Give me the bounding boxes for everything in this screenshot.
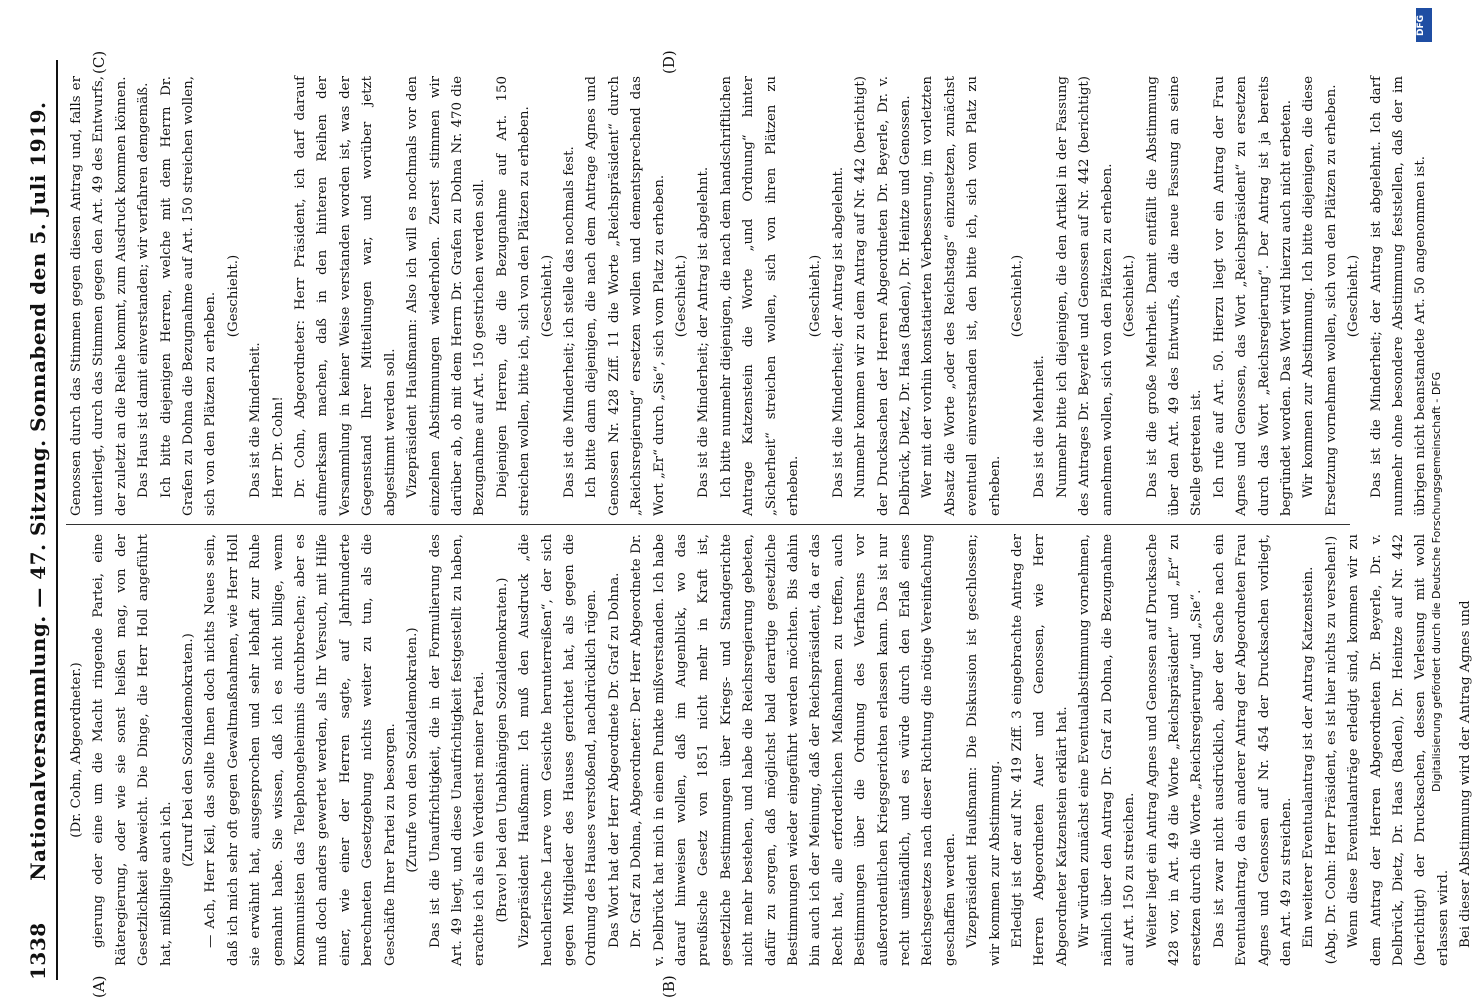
paragraph: Ich rufe auf Art. 50. Hierzu liegt vor ein Antrag der Frau Agnes und Genossen, das Wort „Reichspräsident“ zu ersetzen durch das Wort „Reichsregierung“. Der Antrag ist ja bereits begründet worden. Das Wort wird hierzu auch nicht erbeten. xyxy=(1211,76,1294,516)
paragraph: (Zuruf bei den Sozialdemokraten.) xyxy=(181,633,197,867)
paragraph: Genossen durch das Stimmen gegen diesen Antrag und, falls er unterliegt, durch das Stimmen gegen den Art. 49 des Entwurfs, der zuletzt an die Reihe kommt, zum Ausdruck kommen können. xyxy=(69,76,129,516)
paragraph: (Geschieht.) xyxy=(673,254,689,338)
paragraph: Das ist die Mehrheit. xyxy=(1032,355,1048,498)
paragraph: Das ist die große Mehrheit. Damit entfällt die Abstimmung über den Art. 49 des Entwurfs, da die neue Fassung an seine Stelle getreten ist. xyxy=(1144,76,1205,516)
page-title: Nationalversammlung. — 47. Sitzung. Sonnabend den 5. Juli 1919. xyxy=(26,101,50,881)
paragraph: Herr Dr. Cohn! xyxy=(270,396,286,498)
paragraph: Dr. Graf zu Dohna, Abgeordneter: Der Herr Abgeordnete Dr. v. Delbrück hat mich in einem Punkte mißverstanden. Ich habe darauf hinweisen wollen, daß im Augenblick, wo das preußische Gesetz von 1851 nicht mehr in Kraft ist, gesetzliche Bestimmungen über Kriegs- und Standgerichte nicht mehr bestehen, und habe die Reichsregierung gebeten, dafür zu sorgen, daß möglichst bald derartige gesetzliche Bestimmungen wieder eingeführt werden möchten. Bis dahin bin auch ich der Meinung, daß der Reichspräsident, da er das Recht hat, alle erforderlichen Maßnahmen zu treffen, auch Bestimmungen über die Ordnung des Verfahrens vor außerordentlichen Kriegsgerichten erlassen kann. Das ist nur recht umständlich, und es würde durch den Erlaß eines Reichsgesetzes nach dieser Richtung die nötige Vereinfachung geschaffen werden. xyxy=(629,534,958,966)
paragraph: (Geschieht.) xyxy=(1346,254,1362,338)
margin-marker-d: (D) xyxy=(660,50,678,74)
paragraph: Wir würden zunächst eine Eventualabstimmung vornehmen, nämlich über den Antrag Dr. Graf zu Dohna, die Bezugnahme auf Art. 150 zu streichen. xyxy=(1077,534,1138,966)
paragraph: Wer mit der vorhin konstatierten Verbesserung, im vorletzten Absatz die Worte „oder des Reichstags“ einzusetzen, zunächst eventuell einverstanden ist, den bitte ich, sich vom Platz zu erheben. xyxy=(920,76,1003,516)
paragraph: Das ist die Minderheit. xyxy=(248,342,264,498)
paragraph: (Zurufe von den Sozialdemokraten.) xyxy=(405,627,421,873)
paragraph: Vizepräsident Haußmann: Die Diskussion ist geschlossen; wir kommen zur Abstimmung. xyxy=(965,534,1003,966)
paragraph: Das ist die Unaufrichtigkeit, die in der Formulierung des Art. 49 liegt, und diese Unaufrichtigkeit festgestellt zu haben, erachte ich als ein Verdienst meiner Partei. xyxy=(427,534,488,966)
paragraph: (Geschieht.) xyxy=(808,254,824,338)
paragraph: Ich bitte dann diejenigen, die nach dem Antrage Agnes und Genossen Nr. 428 Ziff. 11 die Worte „Reichspräsident“ durch „Reichsregierung“ ersetzen wollen und dementsprechend das Wort „Er“ durch „Sie“, sich vom Platz zu erheben. xyxy=(584,76,667,516)
paragraph: gierung oder eine um die Macht ringende Partei, eine Räteregierung, oder wie sie sonst heißen mag, von der Gesetzlichkeit abweicht. Die Dinge, die Herr Holl angeführt hat, mißbillige auch ich. xyxy=(91,534,174,966)
margin-marker-b: (B) xyxy=(660,975,678,998)
paragraph: Ein weiterer Eventualantrag ist der Antrag Katzenstein. xyxy=(1301,566,1317,948)
dfg-logo: DFG xyxy=(1416,8,1432,42)
paragraph: Das Haus ist damit einverstanden; wir verfahren demgemäß. xyxy=(136,82,152,498)
column-divider xyxy=(66,524,1350,525)
paragraph: Dr. Cohn, Abgeordneter: Herr Präsident, ich darf darauf aufmerksam machen, daß in den hinteren Reihen der Versammlung in keiner Weise verstanden worden ist, was der Gegenstand Ihrer Mitteilungen war, und worüber jetzt abgestimmt werden soll. xyxy=(293,76,398,516)
paragraph: Das ist zwar nicht ausdrücklich, aber der Sache nach ein Eventualantrag, da ein anderer Antrag der Abgeordneten Frau Agnes und Genossen auf Nr. 454 der Drucksachen vorliegt, den Art. 49 zu streichen. xyxy=(1211,534,1294,966)
paragraph: (Bravo! bei den Unabhängigen Sozialdemokraten.) xyxy=(494,577,510,923)
paragraph: — Ach, Herr Keil, das sollte Ihnen doch nichts Neues sein, daß ich mich sehr oft gegen Gewaltmaßnahmen, wie Herr Holl sie erwähnt hat, ausgesprochen und sehr lebhaft zur Ruhe gemahnt habe. Sie wissen, daß ich es nicht billige, wenn Kommunisten das Telephongeheimnis durchbrechen; aber es muß doch anders gewertet werden, als Ihr Versuch, mit Hilfe einer, wie einer der Herren sagte, auf Jahrhunderte berechneten Gesetzgebung nichts weiter zu tun, als die Geschäfte Ihrer Partei zu besorgen. xyxy=(203,534,398,966)
page-number: 1338 xyxy=(26,922,50,980)
paragraph: Nunmehr kommen wir zu dem Antrag auf Nr. 442 (berichtigt) der Drucksachen der Herren Abgeordneten Dr. Beyerle, Dr. v. Delbrück, Dietz, Dr. Haas (Baden), Dr. Heintze und Genossen. xyxy=(853,76,914,516)
paragraph: (Geschieht.) xyxy=(539,254,555,338)
page-header xyxy=(8,60,50,980)
header-rule xyxy=(56,60,58,980)
margin-marker-a: (A) xyxy=(90,975,108,998)
margin-marker-c: (C) xyxy=(90,50,108,74)
paragraph: Bei dieser Abstimmung wird der Antrag Agnes und xyxy=(1458,600,1474,948)
paragraph: Ich bitte diejenigen Herren, welche mit dem Herrn Dr. Grafen zu Dohna die Bezugnahme auf Art. 150 streichen wollen, sich von den Plätzen zu erheben. xyxy=(158,76,219,516)
paragraph: Das ist die Minderheit; ich stelle das nochmals fest. xyxy=(561,146,577,498)
paragraph: Vizepräsident Haußmann: Ich muß den Ausdruck „die heuchlerische Larve vom Gesichte herunterreißen“, der sich gegen Mitglieder des Hauses gerichtet hat, als gegen die Ordnung des Hauses verstoßend, nachdrücklich rügen. xyxy=(517,534,600,966)
paragraph: Nunmehr bitte ich diejenigen, die den Artikel in der Fassung des Antrages Dr. Beyerle und Genossen auf Nr. 442 (berichtigt) annehmen wollen, sich von den Plätzen zu erheben. xyxy=(1054,76,1115,516)
paragraph: (Geschieht.) xyxy=(1122,254,1138,338)
paragraph: (Geschieht.) xyxy=(1010,254,1026,338)
credit-strip xyxy=(1412,8,1443,792)
paragraph: Wir kommen zur Abstimmung. Ich bitte diejenigen, die diese Ersetzung vornehmen wollen, sich von den Plätzen zu erheben. xyxy=(1301,76,1339,516)
paragraph: Diejenigen Herren, die die Bezugnahme auf Art. 150 streichen wollen, bitte ich, sich von den Plätzen zu erheben. xyxy=(494,76,533,516)
paragraph: Erledigt ist der auf Nr. 419 Ziff. 3 eingebrachte Antrag der Herren Abgeordneten Auer und Genossen, wie Herr Abgeordneter Katzenstein erklärt hat. xyxy=(1010,534,1070,966)
paragraph: (Geschieht.) xyxy=(225,254,241,338)
paragraph: (Abg. Dr. Cohn: Herr Präsident, es ist hier nichts zu versehen!) xyxy=(1323,535,1339,965)
paragraph: Das ist die Minderheit; der Antrag ist abgelehnt. Ich darf nunmehr ohne besondere Abstimmung feststellen, daß der im übrigen nicht beanstandete Art. 50 angenommen ist. xyxy=(1368,76,1429,516)
paragraph: Wenn diese Eventualanträge erledigt sind, kommen wir zu dem Antrag der Herren Abgeordneten Dr. Beyerle, Dr. v. Delbrück, Dietz, Dr. Haas (Baden), Dr. Heintze auf Nr. 442 (berichtigt) der Drucksachen, dessen Verlesung mit wohl erlassen wird. xyxy=(1346,534,1451,966)
paragraph: Das ist die Minderheit; der Antrag ist abgelehnt. xyxy=(696,166,712,498)
paragraph: Ich bitte nunmehr diejenigen, die nach dem handschriftlichen Antrage Katzenstein die Worte „und Ordnung“ hinter „Sicherheit“ streichen wollen, sich von ihren Plätzen zu erheben. xyxy=(718,76,801,516)
paragraph: Vizepräsident Haußmann: Also ich will es nochmals vor den einzelnen Abstimmungen wiederholen. Zuerst stimmen wir darüber ab, ob mit dem Herrn Dr. Grafen zu Dohna Nr. 470 die Bezugnahme auf Art. 150 gestrichen werden soll. xyxy=(405,76,488,516)
paragraph: Weiter liegt ein Antrag Agnes und Genossen auf Drucksache 428 vor, in Art. 49 die Worte „Reichspräsident“ und „Er“ zu ersetzen durch die Worte „Reichsregierung“ und „Sie“. xyxy=(1144,534,1205,966)
paragraph: Das Wort hat der Herr Abgeordnete Dr. Graf zu Dohna. xyxy=(606,572,622,948)
paragraph: Das ist die Minderheit; der Antrag ist abgelehnt. xyxy=(830,166,846,498)
right-column xyxy=(66,76,1429,516)
digitization-credit: Digitalisierung gefördert durch die Deutsche Forschungsgemeinschaft - DFG xyxy=(1430,371,1443,792)
paragraph: (Dr. Cohn, Abgeordneter.) xyxy=(69,662,84,838)
